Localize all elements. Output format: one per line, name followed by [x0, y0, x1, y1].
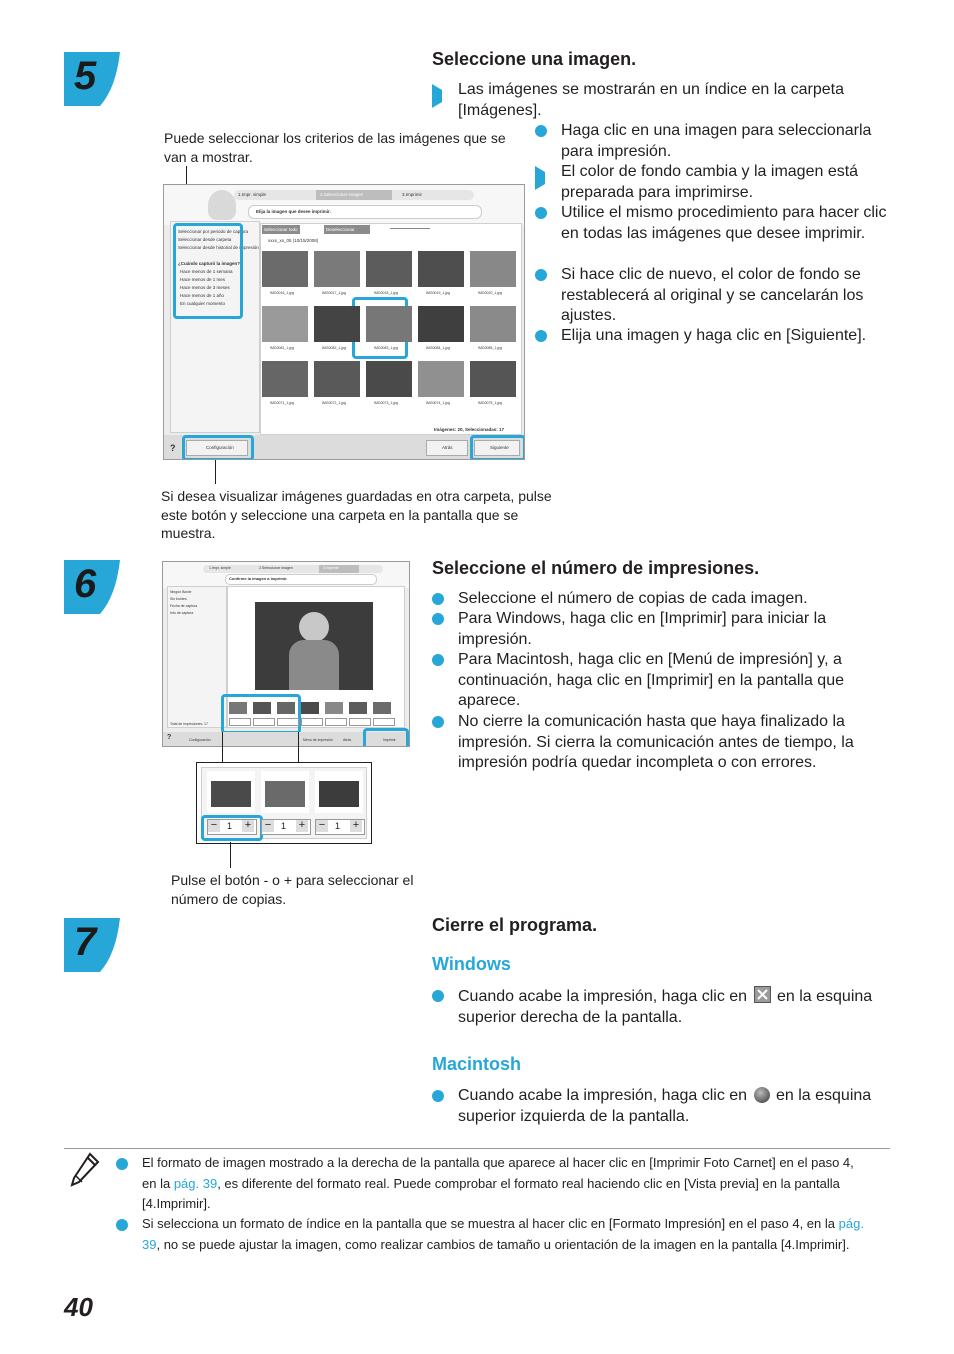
image-thumbnail[interactable] — [262, 251, 308, 287]
back-button[interactable]: Atrás — [343, 738, 352, 742]
strip-thumbnail[interactable] — [373, 702, 391, 714]
image-thumbnail[interactable] — [366, 251, 412, 287]
config-button[interactable]: Configuración — [189, 738, 211, 742]
dot-bullet-icon — [432, 990, 444, 1002]
mini-copies-stepper[interactable] — [229, 718, 251, 726]
mini-copies-stepper[interactable] — [277, 718, 299, 726]
mac-text-before: Cuando acabe la impresión, haga clic en — [458, 1087, 748, 1104]
copies-highlight — [221, 694, 301, 734]
image-thumbnail[interactable] — [314, 361, 360, 397]
copies-value[interactable]: 1 — [227, 821, 233, 831]
plus-button[interactable]: + — [242, 820, 254, 832]
dot-bullet-icon — [535, 207, 547, 219]
image-filename: IMG0071_1.jpg — [270, 401, 294, 405]
dot-bullet-icon — [535, 269, 547, 281]
dot-bullet-icon — [116, 1219, 128, 1231]
mac-text-after: en la esquina superior izquierda de la pantalla. — [458, 1087, 872, 1125]
callout-line — [222, 732, 223, 766]
select-image-screenshot — [163, 184, 525, 460]
step-title: Seleccione el número de impresiones. — [432, 558, 760, 578]
image-thumbnail[interactable] — [470, 361, 516, 397]
copies-photo[interactable] — [265, 781, 305, 807]
strip-thumbnail[interactable] — [229, 702, 247, 714]
image-thumbnail[interactable] — [366, 361, 412, 397]
close-x-icon — [754, 986, 771, 1003]
note-text: Si selecciona un formato de índice en la pantalla que se muestra al hacer clic en [Formato Impresión] en el paso 4, en la — [142, 1216, 839, 1231]
image-thumbnail[interactable] — [262, 361, 308, 397]
pencil-note-icon — [70, 1152, 100, 1188]
image-thumbnail[interactable] — [418, 306, 464, 342]
back-label: Atrás — [442, 445, 453, 450]
option-by-period[interactable]: Seleccionar por periodo de captura — [178, 229, 249, 234]
mac-close-icon — [754, 1087, 770, 1103]
step-number-badge — [64, 52, 120, 106]
option-month[interactable]: Hace menos de 1 mes — [180, 277, 226, 282]
image-filename: IMG0082_1.jpg — [322, 346, 346, 350]
next-label: Siguiente — [490, 445, 509, 450]
mini-copies-stepper[interactable] — [253, 718, 275, 726]
option-year[interactable]: Hace menos de 1 año — [180, 293, 225, 298]
image-thumbnail[interactable] — [314, 306, 360, 342]
assistant-figure-icon — [208, 190, 236, 220]
option-info[interactable]: Info de captura — [170, 611, 194, 615]
strip-thumbnail[interactable] — [325, 702, 343, 714]
minus-button[interactable]: − — [262, 820, 274, 832]
image-filename: IMG0017_1.jpg — [322, 291, 346, 295]
print-menu-button[interactable]: Menú de impresión — [303, 738, 333, 742]
option-border[interactable]: Ningún Borde — [170, 590, 192, 594]
minus-button[interactable]: − — [316, 820, 328, 832]
arrow-bullet-icon — [535, 166, 557, 190]
callout-line — [230, 842, 231, 868]
child-body — [289, 640, 339, 690]
image-thumbnail[interactable] — [366, 306, 412, 342]
strip-thumbnail[interactable] — [277, 702, 295, 714]
image-filename: IMG0075_1.jpg — [478, 401, 502, 405]
image-filename: IMG0081_1.jpg — [270, 346, 294, 350]
copies-photo[interactable] — [211, 781, 251, 807]
print-highlight — [363, 728, 409, 747]
tab-print: 3.Imprimir — [402, 192, 422, 197]
note-text: , no se puede ajustar la imagen, como realizar cambios de tamaño u orientación de la imagen en la pantalla [4.Imprimir]. — [156, 1236, 850, 1252]
image-filename: IMG0018_1.jpg — [374, 291, 398, 295]
image-filename: IMG0085_1.jpg — [478, 346, 502, 350]
config-label: Configuración — [206, 445, 234, 450]
tab-select-image: 2.Seleccionar imagen — [259, 566, 293, 570]
step-number: 7 — [74, 920, 97, 964]
criteria-highlight — [173, 223, 243, 319]
print-button[interactable]: Imprimir — [383, 738, 396, 742]
select-all-label: Seleccionar todo — [264, 227, 298, 232]
mini-copies-stepper[interactable] — [325, 718, 347, 726]
callout-folder: Si desea visualizar imágenes guardadas en otra carpeta, pulse este botón y seleccione una carpeta en la pantalla que se muestra. — [161, 488, 552, 541]
option-by-history[interactable]: Seleccionar desde historial de impresión — [178, 245, 259, 250]
tab-select-image: 2.Seleccionar imagen — [320, 192, 364, 197]
option-any[interactable]: En cualquier momento — [180, 301, 226, 306]
print-count-screenshot — [162, 561, 410, 747]
page-link[interactable]: pág. 39 — [173, 1175, 218, 1191]
image-thumbnail[interactable] — [262, 306, 308, 342]
copies-value[interactable]: 1 — [281, 821, 287, 831]
callout-line — [298, 732, 299, 766]
prompt-text: Elija la imagen que desee imprimir. — [256, 209, 331, 214]
copies-value[interactable]: 1 — [335, 821, 341, 831]
callout-copies: Pulse el botón - o + para seleccionar el número de copias. — [171, 872, 414, 907]
step-title: Cierre el programa. — [432, 915, 598, 935]
image-filename: IMG0084_1.jpg — [426, 346, 450, 350]
child-face — [299, 612, 329, 642]
plus-button[interactable]: + — [350, 820, 362, 832]
next-highlight — [470, 435, 525, 460]
option-week[interactable]: Hace menos de 1 semana — [180, 269, 233, 274]
preview-photo — [255, 602, 373, 690]
note-text: El formato de imagen mostrado a la derecha de la pantalla que aparece al hacer clic en [Imprimir Foto Carnet] en el paso 4, en la — [142, 1155, 854, 1191]
windows-text-before: Cuando acabe la impresión, haga clic en — [458, 988, 748, 1005]
step-number: 6 — [74, 562, 97, 606]
mac-heading: Macintosh — [432, 1054, 522, 1074]
page-link[interactable]: pág. 39 — [142, 1216, 864, 1252]
image-filename: IMG0072_1.jpg — [322, 401, 346, 405]
strip-thumbnail[interactable] — [253, 702, 271, 714]
image-filename: IMG0083_1.jpg — [374, 346, 398, 350]
plus-button[interactable]: + — [296, 820, 308, 832]
help-icon[interactable]: ? — [167, 734, 172, 741]
question-label: ¿Cuándo capturó la imagen? — [178, 261, 241, 266]
mini-copies-stepper[interactable] — [301, 718, 323, 726]
note-text: , es diferente del formato real. Puede comprobar el formato real haciendo clic en [Vista previa] en la pantalla [4.Imprimir]. — [142, 1175, 840, 1211]
step-number-badge — [64, 918, 120, 972]
image-thumbnail[interactable] — [470, 251, 516, 287]
dot-bullet-icon — [535, 330, 547, 342]
notes-divider — [64, 1148, 890, 1149]
dot-bullet-icon — [116, 1158, 128, 1170]
dot-bullet-icon — [535, 125, 547, 137]
image-filename: IMG0074_1.jpg — [426, 401, 450, 405]
callout-criteria: Puede seleccionar los criterios de las imágenes que se van a mostrar. — [164, 130, 506, 165]
windows-heading: Windows — [432, 954, 511, 974]
tab-simple-print: 1.Impr. simple — [209, 566, 231, 570]
minus-button[interactable]: − — [208, 820, 220, 832]
image-filename: IMG0016_1.jpg — [270, 291, 294, 295]
arrow-bullet-icon — [432, 84, 454, 108]
option-3months[interactable]: Hace menos de 3 meses — [180, 285, 230, 290]
config-highlight — [182, 435, 254, 460]
folder-label: xxxx_xx_05 (10/15/2008) — [268, 238, 319, 243]
image-filename: IMG0019_1.jpg — [426, 291, 450, 295]
dot-bullet-icon — [432, 716, 444, 728]
page-number: 40 — [64, 1292, 93, 1322]
dot-bullet-icon — [432, 593, 444, 605]
copies-zoom-panel — [196, 762, 372, 844]
selection-status: Imágenes: 20, Seleccionadas: 17 — [434, 427, 505, 432]
total-prints: Total de impresiones: 17 — [170, 722, 208, 726]
tab-print: 3.Imprimir — [323, 566, 339, 570]
image-thumbnail[interactable] — [418, 361, 464, 397]
dot-bullet-icon — [432, 654, 444, 666]
step-number-badge — [64, 560, 120, 614]
windows-text-after: en la esquina superior derecha de la pantalla. — [458, 988, 873, 1026]
image-thumbnail[interactable] — [418, 251, 464, 287]
step-title: Seleccione una imagen. — [432, 49, 637, 69]
option-by-folder[interactable]: Seleccionar desde carpeta — [178, 237, 232, 242]
help-icon[interactable]: ? — [170, 443, 176, 453]
prompt-text: Confirme la imagen a imprimir. — [229, 576, 288, 581]
strip-thumbnail[interactable] — [301, 702, 319, 714]
zoom-slider[interactable] — [390, 228, 430, 229]
image-thumbnail[interactable] — [470, 306, 516, 342]
dot-bullet-icon — [432, 1090, 444, 1102]
step-number: 5 — [74, 54, 97, 98]
mini-copies-stepper[interactable] — [373, 718, 395, 726]
option-borderless[interactable]: Sin bordes — [170, 597, 187, 601]
image-thumbnail[interactable] — [314, 251, 360, 287]
dot-bullet-icon — [432, 613, 444, 625]
image-filename: IMG0020_1.jpg — [478, 291, 502, 295]
mini-copies-stepper[interactable] — [349, 718, 371, 726]
deselect-label: Deseleccionar — [326, 227, 355, 232]
image-filename: IMG0073_1.jpg — [374, 401, 398, 405]
option-date[interactable]: Fecha de captura — [170, 604, 198, 608]
tab-simple-print: 1.Impr. simple — [238, 192, 267, 197]
strip-thumbnail[interactable] — [349, 702, 367, 714]
copies-photo[interactable] — [319, 781, 359, 807]
callout-line — [215, 460, 216, 484]
